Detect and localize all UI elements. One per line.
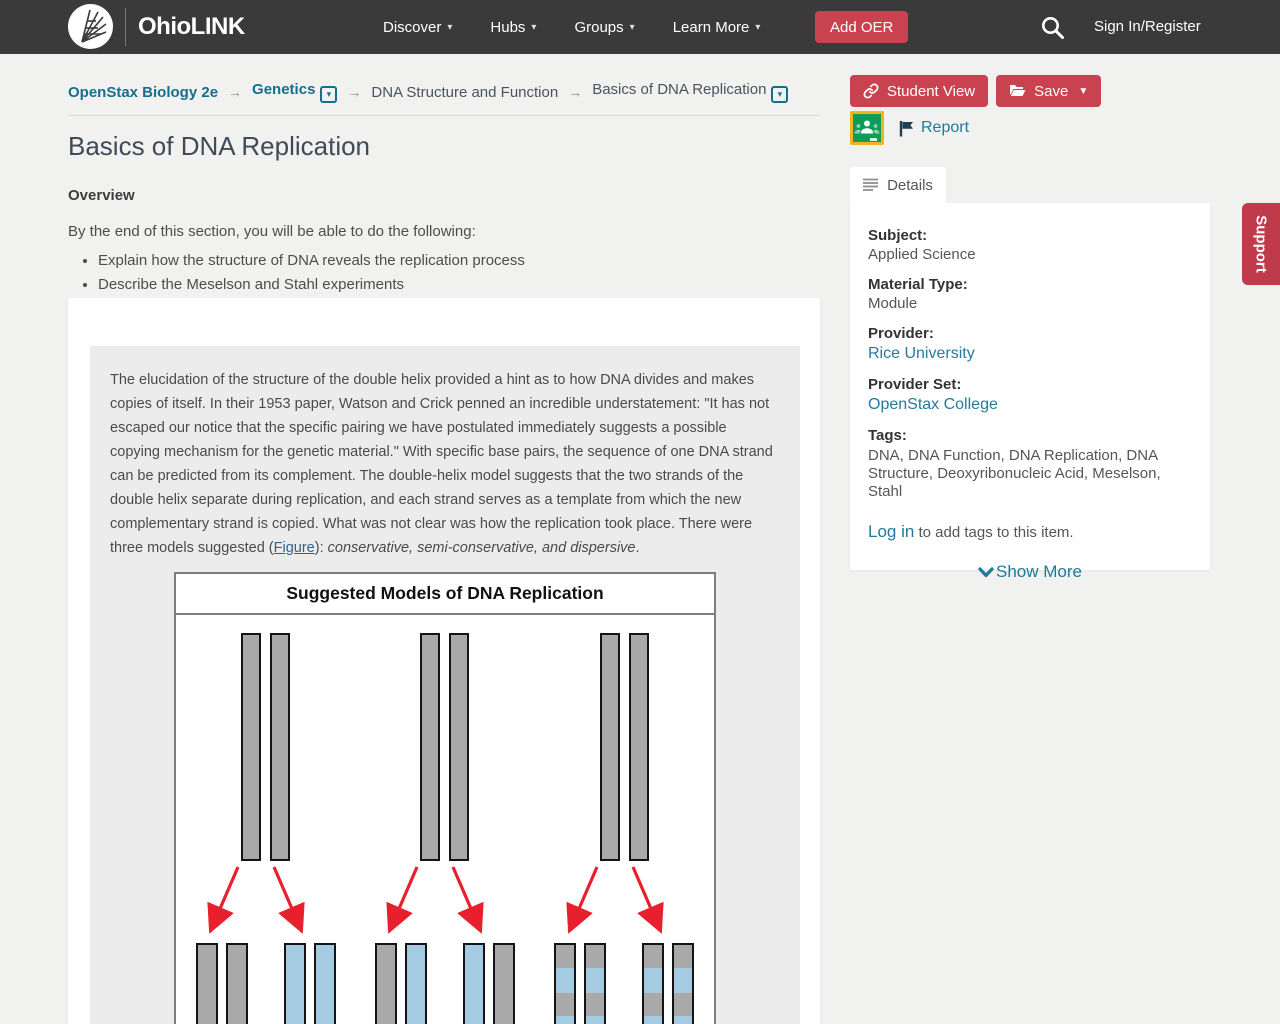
dna-strand-striped [672, 943, 694, 1024]
chevron-down-icon: ▾ [755, 21, 761, 33]
breadcrumb-basics-dna-replication: Basics of DNA Replication [592, 81, 767, 98]
dna-strand-blue [314, 943, 336, 1024]
dna-strand-gray [420, 633, 440, 861]
dna-strand-blue [405, 943, 427, 1024]
login-prompt: Log in to add tags to this item. [868, 522, 1074, 541]
tags-label: Tags: [868, 427, 907, 444]
dna-strand-gray [375, 943, 397, 1024]
chevron-down-icon [978, 567, 994, 578]
link-icon [863, 83, 879, 99]
nav-hubs[interactable]: Hubs ▾ [490, 18, 537, 36]
overview-heading: Overview [68, 187, 135, 204]
student-view-button[interactable]: Student View [850, 75, 988, 107]
search-icon[interactable] [1040, 15, 1066, 41]
breadcrumb-genetics[interactable]: Genetics [252, 81, 316, 98]
breadcrumb-toggle-icon[interactable]: ▾ [320, 86, 337, 103]
chevron-down-icon: ▼ [1078, 85, 1089, 97]
nav-groups[interactable]: Groups ▾ [574, 18, 635, 36]
dna-strand-gray [241, 633, 261, 861]
module-paragraph: The elucidation of the structure of the double helix provided a hint as to how DNA divides and makes copies of itself. In their 1953 paper, Watson and Crick penned an incredible understatement: "It has not escaped our notice that the specific pairing we have postulated immediately suggests a possible copying mechanism for the genetic material." With specific base pairs, the sequence of one DNA strand can be predicted from its complement. The double-helix model suggests that the two strands of the double helix separate during replication, and each strand serves as a template from which the new complementary strand is copied. What was not clear was how the replication took place. There were three models suggested (Figure): conservative, semi-conservative, and dispersive. [110, 372, 773, 556]
chevron-down-icon: ▾ [447, 21, 453, 33]
replication-arrows [355, 861, 534, 943]
show-more-button[interactable]: Show More [868, 562, 1192, 582]
figure-link[interactable]: Figure [273, 540, 315, 556]
dna-strand-gray [226, 943, 248, 1024]
main-nav [383, 0, 760, 54]
nav-discover[interactable]: Discover ▾ [383, 18, 453, 36]
item-actions [850, 75, 1220, 145]
logo-divider [125, 8, 126, 46]
dna-replication-figure [174, 572, 716, 1024]
replication-arrows [176, 861, 355, 943]
subject-value: Applied Science [868, 246, 976, 263]
nav-learn-more[interactable]: Learn More ▾ [672, 18, 761, 36]
breadcrumb [68, 54, 820, 103]
breadcrumb-dna-structure: DNA Structure and Function [371, 83, 559, 101]
report-link[interactable]: Report [899, 119, 969, 137]
dna-strand-blue [463, 943, 485, 1024]
module-content-panel [68, 298, 820, 1024]
dna-strand-striped [554, 943, 576, 1024]
figure-title: Suggested Models of DNA Replication [176, 574, 714, 615]
dna-strand-blue [284, 943, 306, 1024]
breadcrumb-openstax-biology[interactable]: OpenStax Biology 2e [68, 83, 219, 101]
add-oer-button[interactable]: Add OER [815, 11, 908, 43]
dna-strand-gray [270, 633, 290, 861]
dna-strand-gray [449, 633, 469, 861]
dna-model-conservative [176, 633, 355, 1024]
dna-model-dispersive [535, 633, 714, 1024]
top-navbar [0, 0, 1280, 54]
brand-name: OhioLINK [138, 12, 245, 40]
provider-set-label: Provider Set: [868, 376, 962, 393]
material-type-value: Module [868, 295, 918, 312]
tags-value: DNA, DNA Function, DNA Replication, DNA Structure, Deoxyribonucleic Acid, Meselson, Stahl [868, 447, 1161, 500]
log-in-link[interactable]: Log in [868, 522, 915, 541]
provider-label: Provider: [868, 325, 934, 342]
google-classroom-icon[interactable] [850, 111, 884, 145]
brand-logo[interactable] [68, 4, 245, 49]
overview-intro: By the end of this section, you will be able to do the following: [68, 223, 476, 240]
learning-objectives-list [98, 249, 820, 297]
breadcrumb-separator: → [568, 84, 583, 100]
figure-models [176, 633, 714, 1024]
provider-set-link[interactable]: OpenStax College [868, 396, 998, 413]
subject-label: Subject: [868, 227, 928, 244]
dna-strand-gray [600, 633, 620, 861]
breadcrumb-divider [68, 115, 820, 116]
module-embedded-content [90, 346, 800, 1024]
support-tab[interactable]: Support [1242, 203, 1280, 285]
folder-icon [1009, 84, 1026, 98]
material-type-label: Material Type: [868, 276, 968, 293]
dna-strand-striped [584, 943, 606, 1024]
tab-details[interactable]: Details [850, 167, 946, 203]
page-title: Basics of DNA Replication [68, 131, 371, 161]
dna-strand-gray [493, 943, 515, 1024]
dna-strand-striped [642, 943, 664, 1024]
content-column [68, 54, 820, 297]
list-item: • Explain how the structure of DNA reveals the replication process [98, 249, 820, 273]
dna-model-semi-conservative [355, 633, 534, 1024]
provider-link[interactable]: Rice University [868, 345, 975, 362]
ohiolink-logo-icon [68, 4, 113, 49]
save-button[interactable]: Save ▼ [996, 75, 1101, 107]
sign-in-register-link[interactable]: Sign In/Register [1094, 18, 1201, 35]
dna-strand-gray [629, 633, 649, 861]
replication-arrows [535, 861, 714, 943]
chevron-down-icon: ▾ [629, 21, 635, 33]
list-icon [863, 178, 880, 192]
dna-strand-gray [196, 943, 218, 1024]
breadcrumb-separator: → [228, 84, 243, 100]
details-panel [850, 203, 1210, 581]
breadcrumb-separator: → [347, 84, 362, 100]
breadcrumb-toggle-icon[interactable]: ▾ [771, 86, 788, 103]
list-item: • Describe the Meselson and Stahl experiments [98, 273, 820, 297]
chevron-down-icon: ▾ [531, 21, 537, 33]
flag-icon [899, 120, 914, 137]
